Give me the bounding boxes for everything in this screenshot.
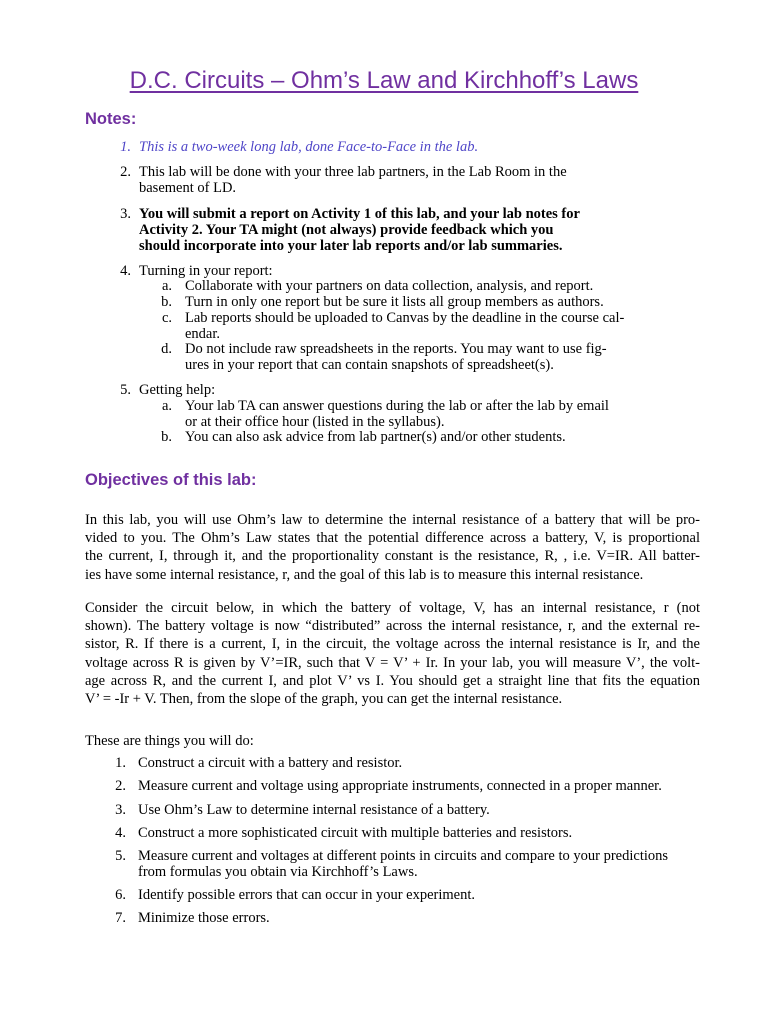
note-4c-text: [185, 310, 645, 342]
note-5a-line-2: or at their office hour (listed in the syllabus).: [185, 414, 445, 430]
note-5a-letter: a.: [161, 398, 172, 414]
para1-line-3: the current, I, through it, and the proportionality constant is the resistance, R, , i.e. V=IR. All batter-: [85, 548, 700, 565]
note-4b-text: Turn in only one report but be sure it lists all group members as authors.: [185, 294, 604, 310]
todo-6-number: 6.: [115, 887, 126, 903]
objectives-paragraph-1: [85, 511, 700, 584]
notes-heading: Notes:: [85, 110, 137, 128]
todo-4-number: 4.: [115, 825, 126, 841]
todo-2-text: Measure current and voltage using appropriate instruments, connected in a proper manner.: [138, 778, 662, 794]
note-3-line-2: Activity 2. Your TA might (not always) provide feedback which you: [139, 222, 554, 238]
todo-5-line-1: Measure current and voltages at different points in circuits and compare to your predictions: [138, 848, 669, 864]
note-3-number: 3.: [120, 206, 131, 222]
note-5-text: Getting help:: [139, 382, 216, 398]
note-1-text: [139, 139, 609, 155]
note-4d-letter: d.: [161, 341, 172, 357]
todo-5-number: 5.: [115, 848, 126, 864]
para2-line-6: V’ = -Ir + V. Then, from the slope of the graph, you can get the internal resistance.: [85, 690, 563, 707]
note-4b-letter: b.: [161, 294, 172, 310]
objectives-paragraph-2: [85, 599, 700, 708]
note-4d-line-2: ures in your report that can contain snapshots of spreadsheet(s).: [185, 357, 554, 373]
note-2-line-1: This lab will be done with your three lab partners, in the Lab Room in the: [139, 164, 567, 180]
todo-5-text: [138, 848, 698, 880]
todo-7-text: Minimize those errors.: [138, 910, 270, 926]
todo-4-text: Construct a more sophisticated circuit with multiple batteries and resistors.: [138, 825, 573, 841]
note-4d-line-1: Do not include raw spreadsheets in the reports. You may want to use fig-: [185, 341, 607, 357]
note-5a-line-1: Your lab TA can answer questions during the lab or after the lab by email: [185, 398, 609, 414]
todo-3-number: 3.: [115, 802, 126, 818]
note-4a-letter: a.: [161, 278, 172, 294]
para2-line-3: sistor, R. If there is a current, I, in the circuit, the voltage across the internal resistance is Ir, and the: [85, 636, 700, 653]
note-3-line-1: You will submit a report on Activity 1 of this lab, and your lab notes for: [139, 206, 580, 222]
todo-1-text: Construct a circuit with a battery and resistor.: [138, 755, 403, 771]
para2-line-1: Consider the circuit below, in which the battery of voltage, V, has an internal resistance, r (not: [85, 600, 700, 616]
note-5b-letter: b.: [161, 429, 172, 445]
note-4d-text: [185, 341, 645, 373]
para1-line-4: ies have some internal resistance, r, and the goal of this lab is to measure this internal resistance.: [85, 566, 644, 583]
objectives-heading: Objectives of this lab:: [85, 471, 257, 489]
note-2-text: [139, 164, 609, 196]
todo-7-number: 7.: [115, 910, 126, 926]
note-4a-text: Collaborate with your partners on data collection, analysis, and report.: [185, 278, 594, 294]
note-3-text: [139, 206, 609, 254]
note-3-line-3: should incorporate into your later lab reports and/or lab summaries.: [139, 238, 563, 254]
note-5b-text: You can also ask advice from lab partner(s) and/or other students.: [185, 429, 566, 445]
note-4-number: 4.: [120, 263, 131, 279]
note-4-text: Turning in your report:: [139, 263, 273, 279]
para2-line-5: age across R, and the current I, and plot V’ vs I. You should get a straight line that fits the equation: [85, 672, 700, 689]
note-2-line-2: basement of LD.: [139, 180, 237, 196]
note-5a-text: [185, 398, 645, 430]
todo-3-text: Use Ohm’s Law to determine internal resistance of a battery.: [138, 802, 490, 818]
note-5-number: 5.: [120, 382, 131, 398]
para2-line-4: voltage across R is given by V’=IR, such that V = V’ + Ir. In your lab, you will measure V’, the volt-: [85, 654, 700, 671]
todo-2-number: 2.: [115, 778, 126, 794]
note-1-number: 1.: [120, 139, 131, 155]
todo-intro: These are things you will do:: [85, 733, 254, 749]
para1-line-2: vided to you. The Ohm’s Law states that the potential difference across a battery, V, is proportional: [85, 530, 700, 547]
para2-line-2: shown). The battery voltage is now “distributed” across the internal resistance, r, and the external re-: [85, 618, 700, 635]
note-4c-line-1: Lab reports should be uploaded to Canvas by the deadline in the course cal-: [185, 310, 625, 326]
para1-line-1: In this lab, you will use Ohm’s law to determine the internal resistance of a battery that will be pro-: [85, 512, 700, 528]
note-4c-letter: c.: [161, 310, 172, 326]
note-2-number: 2.: [120, 164, 131, 180]
todo-6-text: Identify possible errors that can occur in your experiment.: [138, 887, 476, 903]
todo-1-number: 1.: [115, 755, 126, 771]
todo-5-line-2: from formulas you obtain via Kirchhoff’s Laws.: [138, 864, 418, 880]
page-title: D.C. Circuits – Ohm’s Law and Kirchhoff’s Laws: [129, 67, 639, 94]
note-1-line-1: This is a two-week long lab, done Face-to-Face in the lab.: [139, 139, 479, 155]
note-4c-line-2: endar.: [185, 326, 221, 342]
